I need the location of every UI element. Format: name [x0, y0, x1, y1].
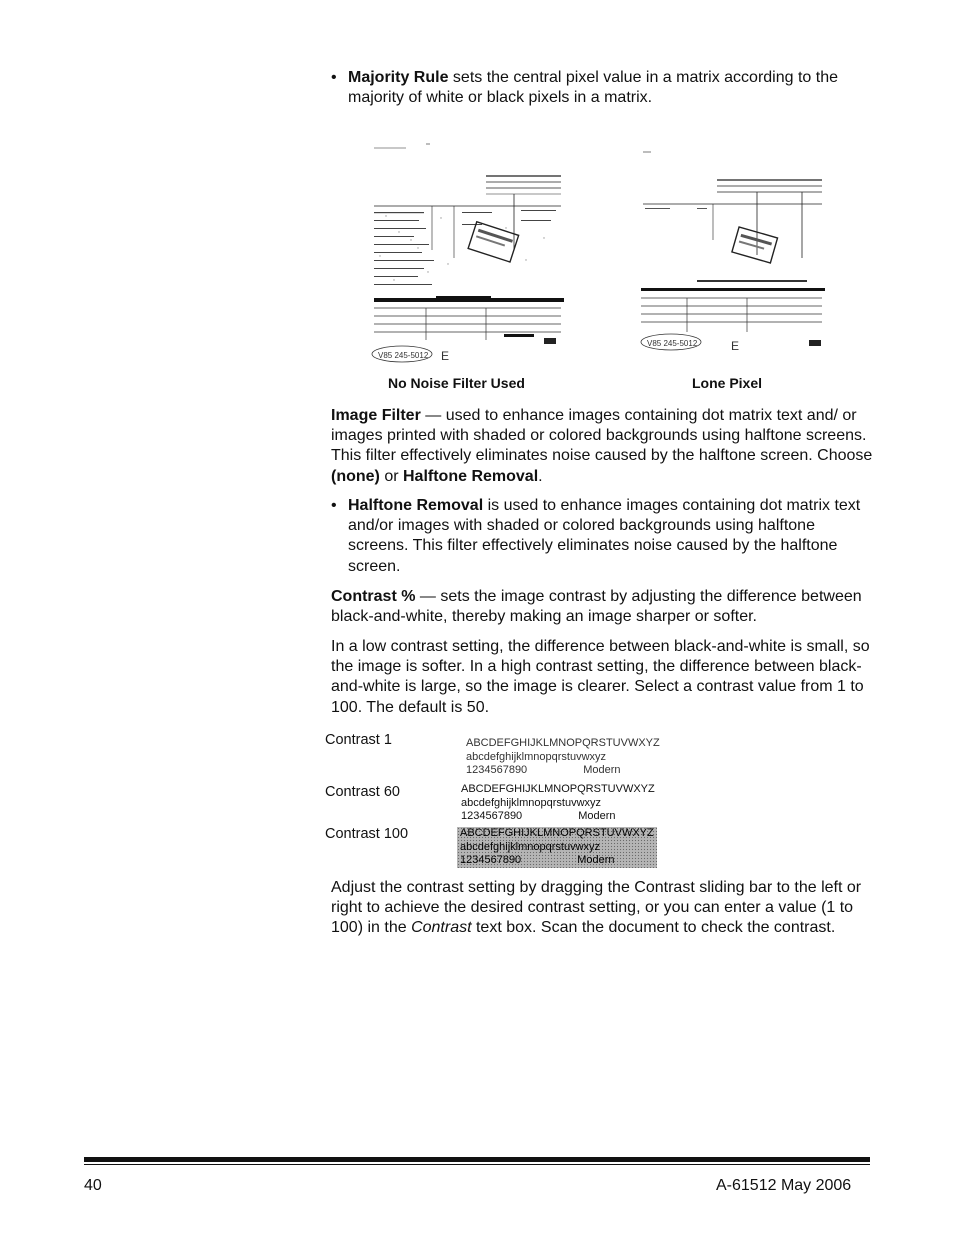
scan-handwriting-left: V85 245-5012 [378, 351, 429, 360]
bullet-dot: • [331, 497, 337, 514]
majority-rule-term: Majority Rule [348, 69, 449, 86]
image-filter-term: Image Filter [331, 407, 421, 424]
page-number: 40 [84, 1177, 102, 1194]
halftone-removal-text: Halftone Removal is used to enhance images containing dot matrix text and/or images with shaded or colored backgrounds using halftone screens. This filter effectively eliminates noise caused by the halftone screen. [348, 497, 861, 575]
contrast-italic: Contrast [411, 919, 472, 937]
adjust-contrast-paragraph: Adjust the contrast setting by dragging the Contrast sliding bar to the left or right to achieve the desired contrast setting, or you can enter a value (1 to 100) in the Contrast text box. Scan the document to check the contrast. [331, 879, 862, 937]
image-filter-paragraph: Image Filter — used to enhance images containing dot matrix text and/ or images printed with shaded or colored backgrounds using halftone screens. This filter effectively eliminates noise caused by the halftone screen. Choose (none) or Halftone Removal. [331, 407, 873, 485]
svg-text:E: E [731, 339, 740, 353]
contrast-1-label: Contrast 1 [325, 732, 392, 748]
contrast-100-sample: ABCDEFGHIJKLMNOPQRSTUVWXYZ abcdefghijklmnopqrstuvwxyz 1234567890 Modern [457, 827, 657, 868]
caption-no-noise-filter: No Noise Filter Used [388, 375, 525, 391]
majority-rule-bullet [331, 68, 876, 108]
contrast-60-label: Contrast 60 [325, 784, 400, 800]
caption-lone-pixel: Lone Pixel [692, 375, 763, 391]
scan-handwriting-right: V85 245-5012 [647, 339, 698, 348]
halftone-removal-term: Halftone Removal [348, 497, 484, 514]
contrast-100-label: Contrast 100 [325, 826, 409, 842]
document-id: A-61512 May 2006 [716, 1177, 852, 1194]
footer-rule-thin [84, 1164, 870, 1165]
no-noise-filter-image [366, 140, 566, 365]
contrast-60-sample: ABCDEFGHIJKLMNOPQRSTUVWXYZ abcdefghijklmnopqrstuvwxyz 1234567890 Modern [461, 783, 655, 822]
bullet-dot: • [331, 69, 337, 86]
contrast-term: Contrast % [331, 588, 416, 605]
contrast-explanation-paragraph: In a low contrast setting, the difference between black-and-white is small, so the image is softer. In a high contrast setting, the difference between black-and-white is large, so the image is clearer. Select a contrast value from 1 to 100. The default is 50. [331, 638, 870, 716]
lone-pixel-image [637, 140, 829, 360]
contrast-paragraph: Contrast % — sets the image contrast by adjusting the difference between black-and-white, thereby making an image sharper or softer. [331, 588, 862, 626]
svg-text:E: E [441, 349, 450, 363]
majority-rule-text: Majority Rule sets the central pixel value in a matrix according to the majority of white or black pixels in a matrix. [348, 69, 838, 107]
halftone-removal-bullet [331, 496, 876, 577]
contrast-1-sample: ABCDEFGHIJKLMNOPQRSTUVWXYZ abcdefghijklmnopqrstuvwxyz 1234567890 Modern [466, 737, 660, 776]
footer-rule-thick [84, 1157, 870, 1162]
